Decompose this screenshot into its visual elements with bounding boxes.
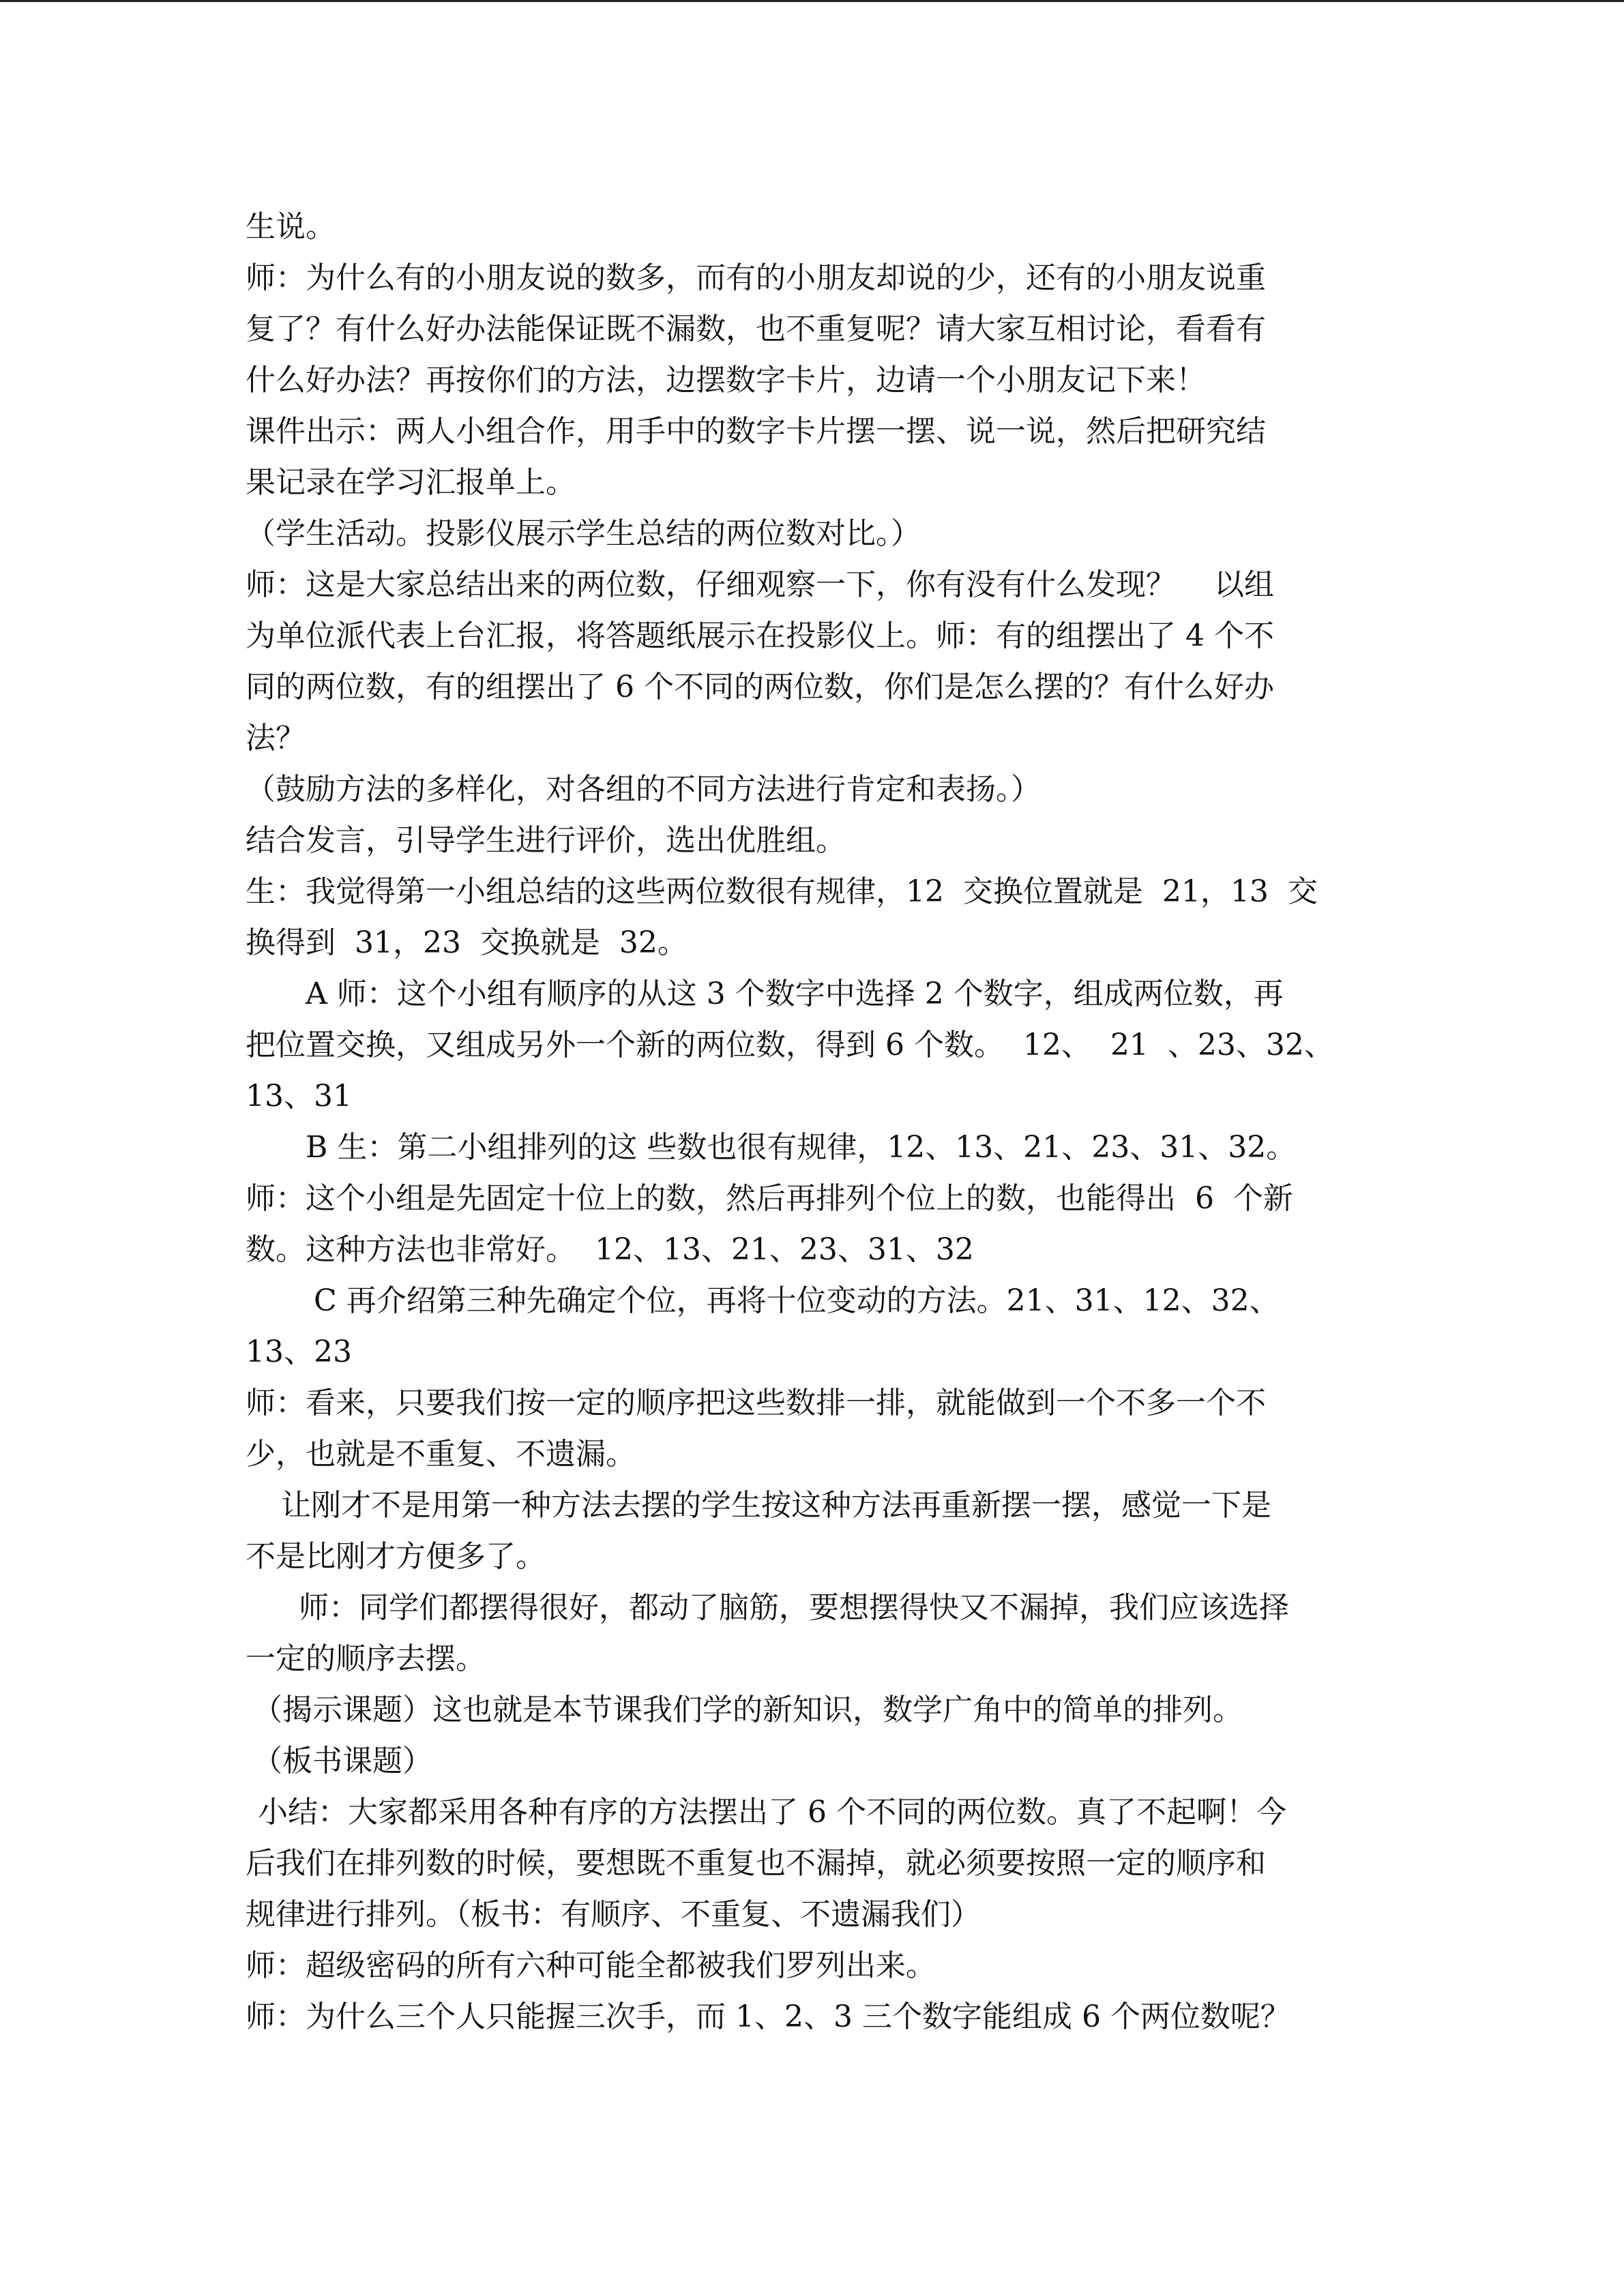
text-line: 生说。: [246, 209, 336, 244]
text-line: 把位置交换，又组成另外一个新的两位数，得到 6 个数。 12、 21 、23、32、: [246, 1028, 1334, 1062]
text-line: （鼓励方法的多样化，对各组的不同方法进行肯定和表扬。）: [246, 772, 1041, 807]
text-line: 什么好办法？再按你们的方法，边摆数字卡片，边请一个小朋友记下来！: [246, 363, 1206, 398]
text-line: （板书课题）: [252, 1744, 432, 1778]
text-line: 课件出示：两人小组合作，用手中的数字卡片摆一摆、说一说，然后把研究结: [246, 414, 1266, 449]
text-line: 一定的顺序去摆。: [246, 1641, 486, 1676]
text-line: 换得到 31，23 交换就是 32。: [246, 925, 688, 960]
text-line: 师：为什么有的小朋友说的数多，而有的小朋友却说的少，还有的小朋友说重: [246, 260, 1266, 295]
text-line: 师：同学们都摆得很好，都动了脑筋，要想摆得快又不漏掉，我们应该选择: [299, 1590, 1289, 1625]
text-line: 师：这是大家总结出来的两位数，仔细观察一下，你有没有什么发现？ 以组: [246, 567, 1274, 602]
text-line: 少，也就是不重复、不遗漏。: [246, 1437, 636, 1472]
text-line: 后我们在排列数的时候，要想既不重复也不漏掉，就必须要按照一定的顺序和: [246, 1846, 1266, 1881]
text-line: 13、23: [246, 1335, 352, 1369]
text-line: 师：超级密码的所有六种可能全都被我们罗列出来。: [246, 1948, 936, 1983]
text-line: 让刚才不是用第一种方法去摆的学生按这种方法再重新摆一摆，感觉一下是: [281, 1488, 1271, 1523]
text-line: 规律进行排列。（板书：有顺序、不重复、不遗漏我们）: [246, 1897, 981, 1932]
text-line: 为单位派代表上台汇报，将答题纸展示在投影仪上。师：有的组摆出了 4 个不: [246, 618, 1274, 653]
text-line: 同的两位数，有的组摆出了 6 个不同的两位数，你们是怎么摆的？有什么好办: [246, 670, 1274, 704]
text-line: C 再介绍第三种先确定个位，再将十位变动的方法。21、31、12、32、: [314, 1283, 1280, 1318]
text-line: （揭示课题）这也就是本节课我们学的新知识，数学广角中的简单的排列。: [252, 1693, 1243, 1727]
text-line: 数。这种方法也非常好。 12、13、21、23、31、32: [246, 1232, 974, 1267]
text-line: （学生活动。投影仪展示学生总结的两位数对比。）: [246, 516, 921, 551]
text-line: 生：我觉得第一小组总结的这些两位数很有规律，12 交换位置就是 21，13 交: [246, 874, 1318, 909]
text-line: 师：这个小组是先固定十位上的数，然后再排列个位上的数，也能得出 6 个新: [246, 1181, 1293, 1216]
text-line: 师：看来，只要我们按一定的顺序把这些数排一排，就能做到一个不多一个不: [246, 1386, 1266, 1420]
text-line: B 生：第二小组排列的这 些数也很有规律，12、13、21、23、31、32。: [306, 1130, 1297, 1165]
text-line: 师：为什么三个人只能握三次手，而 1、2、3 三个数字能组成 6 个两位数呢？: [246, 1999, 1290, 2034]
text-line: A 师：这个小组有顺序的从这 3 个数字中选择 2 个数字，组成两位数，再: [306, 976, 1284, 1011]
text-line: 果记录在学习汇报单上。: [246, 465, 576, 500]
text-line: 结合发言，引导学生进行评价，选出优胜组。: [246, 823, 846, 858]
text-line: 法？: [246, 721, 306, 756]
text-line: 13、31: [246, 1079, 352, 1114]
text-line: 小结：大家都采用各种有序的方法摆出了 6 个不同的两位数。真了不起啊！今: [258, 1795, 1286, 1830]
text-line: 复了？有什么好办法能保证既不漏数，也不重复呢？请大家互相讨论，看看有: [246, 312, 1266, 346]
text-line: 不是比刚才方便多了。: [246, 1539, 546, 1574]
document-page: [246, 201, 1391, 2042]
page-top-border: [0, 0, 1624, 2]
